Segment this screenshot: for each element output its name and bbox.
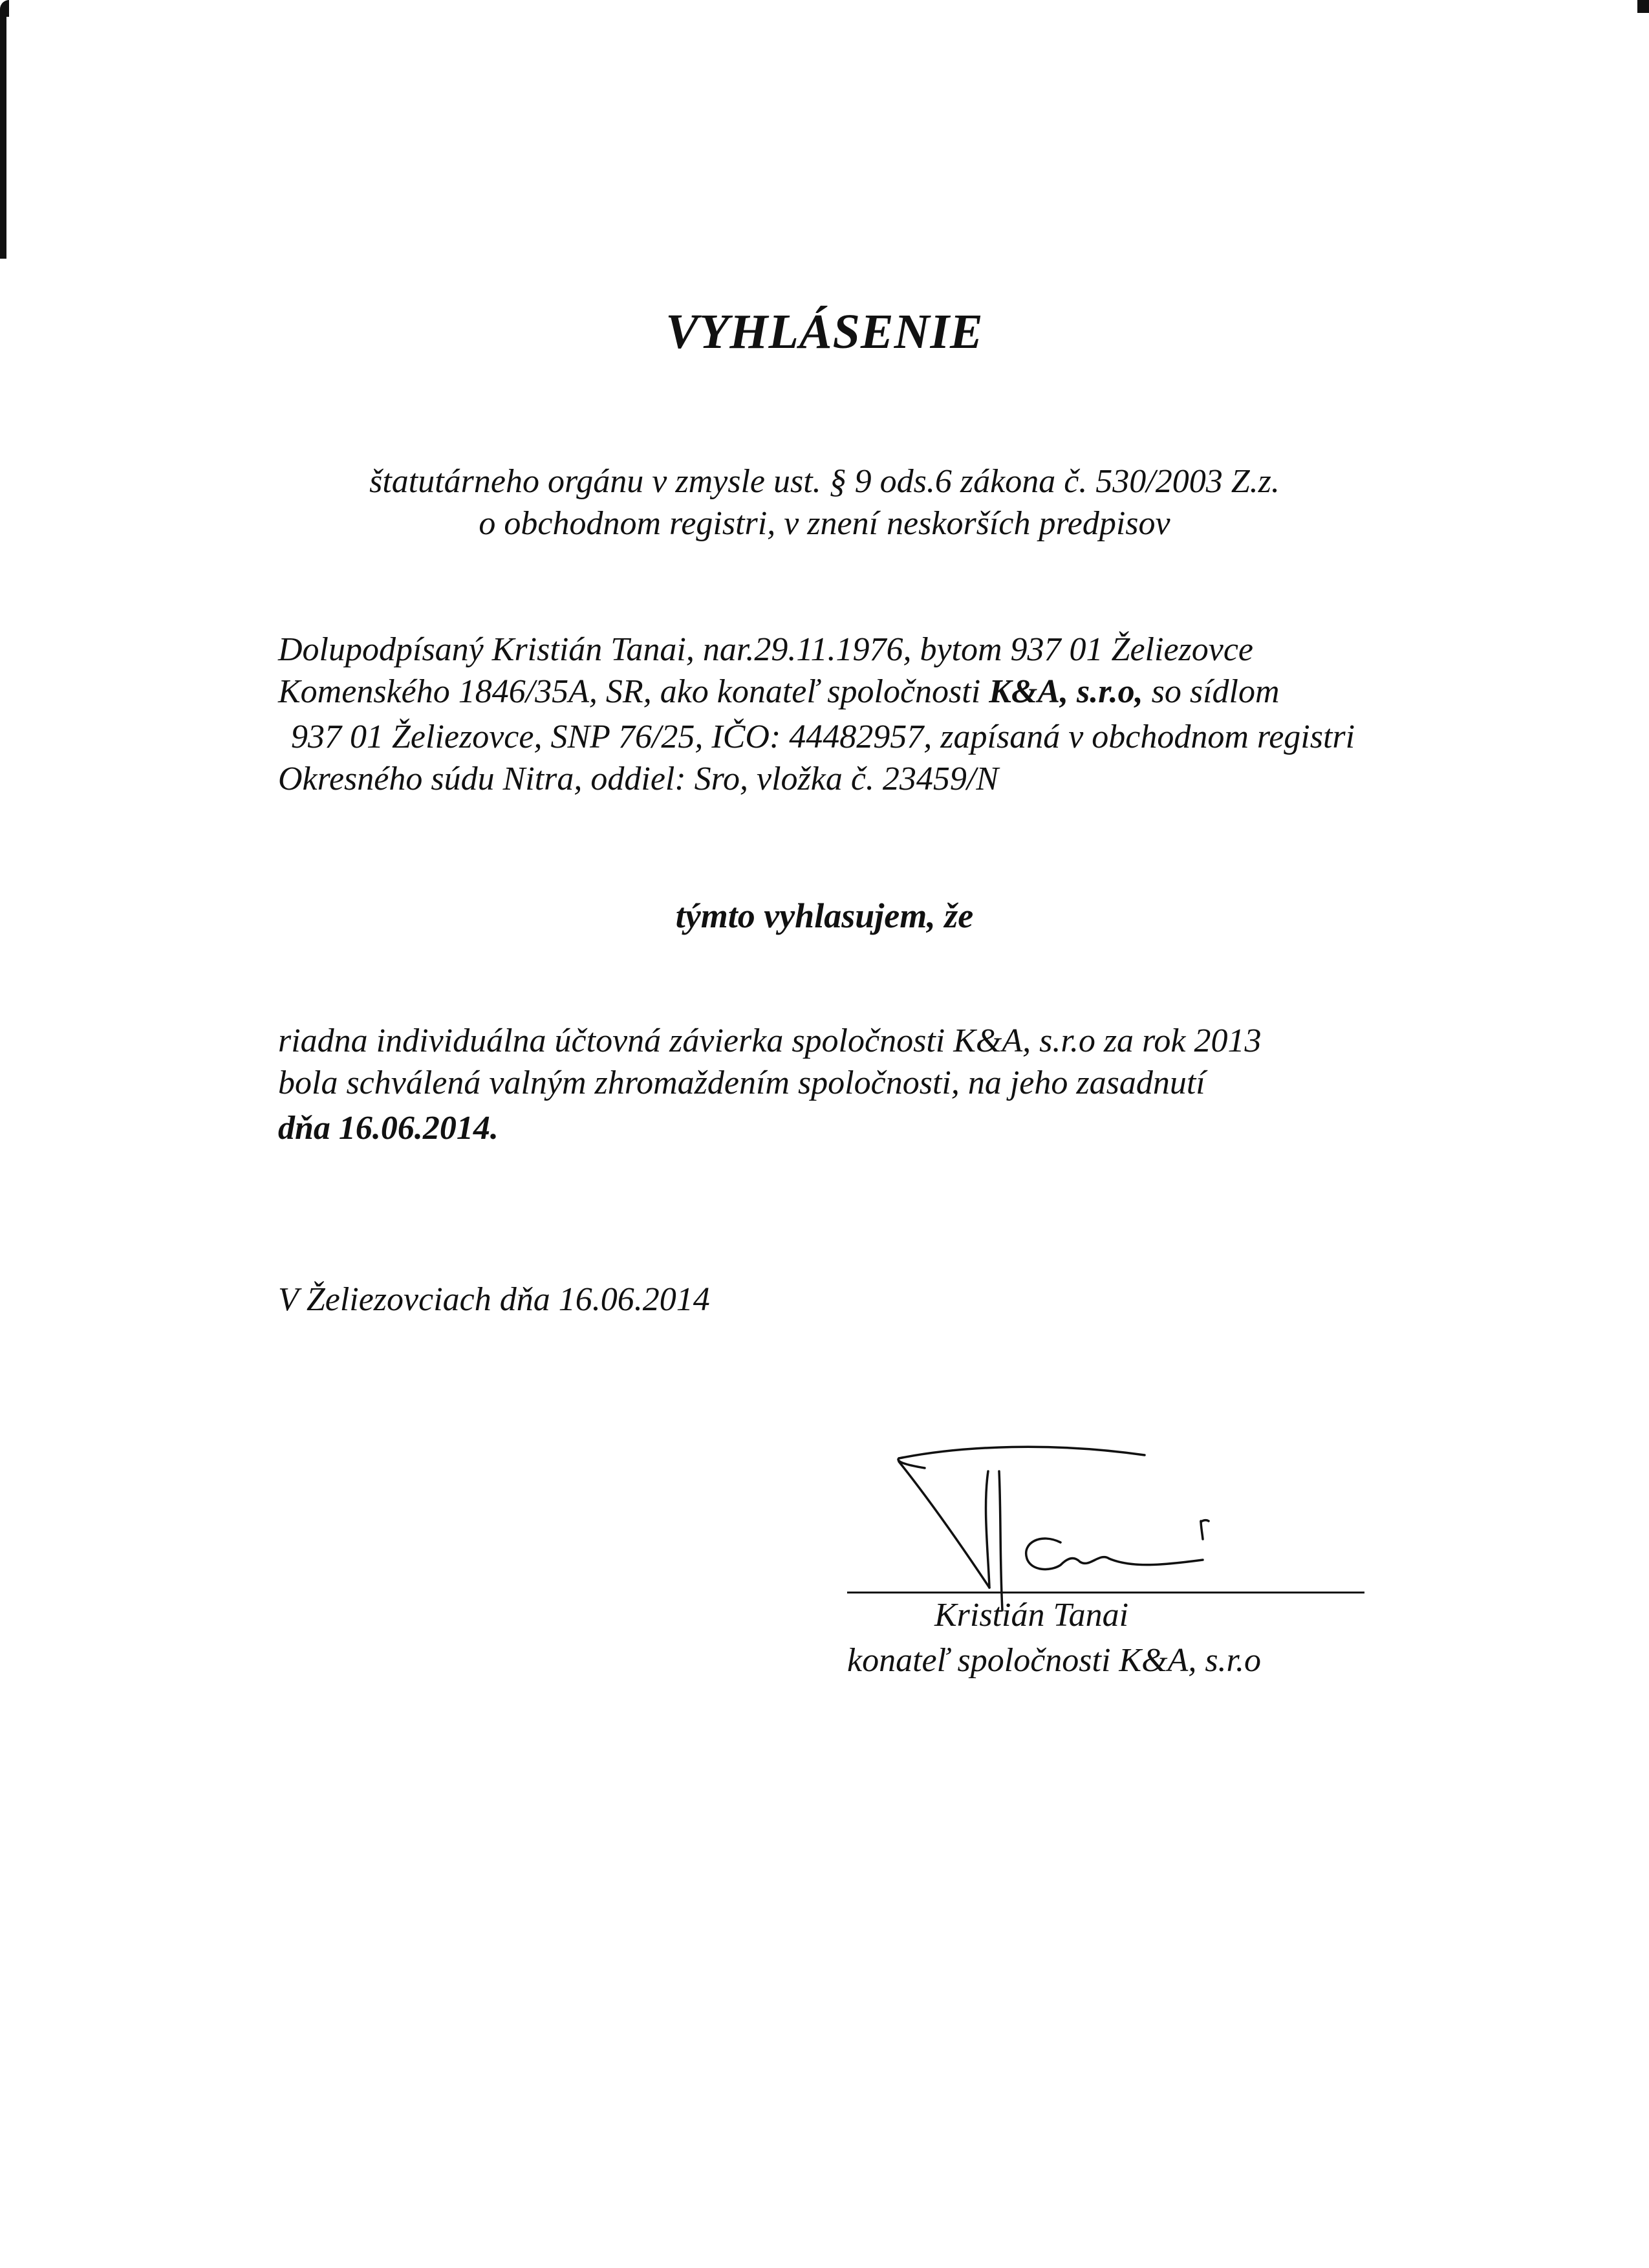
declaration-heading: týmto vyhlasujem, že (675, 896, 974, 935)
intro-line (278, 673, 1280, 711)
statement-line: riadna individuálna účtovná závierka spoločnosti K&A, s.r.o za rok 2013 (278, 1022, 1262, 1059)
subtitle-line: o obchodnom registri, v znení neskorších predpisov (479, 505, 1170, 542)
company-name: K&A, s.r.o, (989, 673, 1143, 710)
place-date: V Želiezovciach dňa 16.06.2014 (278, 1281, 710, 1318)
scan-edge-artifact (0, 13, 6, 259)
intro-text: Komenského 1846/35A, SR, ako konateľ spoločnosti (278, 673, 989, 710)
statement-line: bola schválená valným zhromaždením spoločnosti, na jeho zasadnutí (278, 1064, 1205, 1101)
signatory-name: Kristián Tanai (934, 1597, 1129, 1634)
document-title: VYHLÁSENIE (665, 305, 984, 359)
intro-text: so sídlom (1143, 673, 1280, 710)
scan-edge-artifact (1637, 0, 1649, 13)
intro-line: 937 01 Želiezovce, SNP 76/25, IČO: 44482957, zapísaná v obchodnom registri (291, 718, 1355, 755)
statement-date: dňa 16.06.2014. (278, 1110, 499, 1147)
subtitle-line: štatutárneho orgánu v zmysle ust. § 9 ods.6 zákona č. 530/2003 Z.z. (369, 463, 1280, 500)
intro-line: Dolupodpísaný Kristián Tanai, nar.29.11.1976, bytom 937 01 Želiezovce (278, 631, 1253, 668)
signature-line (847, 1592, 1364, 1593)
intro-line: Okresného súdu Nitra, oddiel: Sro, vložka č. 23459/N (278, 761, 999, 797)
signatory-role: konateľ spoločnosti K&A, s.r.o (847, 1642, 1262, 1679)
